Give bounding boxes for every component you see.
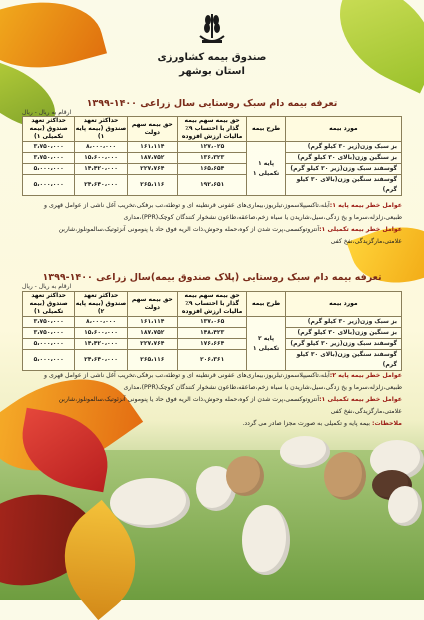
risk-label-base: عوامل خطر بیمه پایه ۲:: [329, 372, 402, 379]
risk-label-supplementary: عوامل خطر بیمه تکمیلی ۱:: [319, 396, 402, 403]
risk-text: آبله،تاکسیپلاسموز،تیلریوز،بیماری‌های عفونی قرنطینه ای و توطئه،تب برفکی،تخریب آغل ناشی از عوامل قهری و: [43, 372, 330, 379]
cell-item: بز سنگین وزن(بالای ۳۰ کیلو گرم): [285, 153, 401, 164]
organization-name: صندوق بیمه کشاورزی: [157, 52, 267, 63]
cell-base: ۸،۰۰۰،۰۰۰: [75, 317, 127, 328]
table-row: [23, 339, 402, 350]
cell-farmer-premium: ۱۶۵،۶۵۴: [177, 164, 246, 175]
cell-base: ۱۵،۶۰۰،۰۰۰: [75, 328, 127, 339]
cell-gov-premium: ۲۲۷،۷۶۴: [127, 164, 177, 175]
currency-unit-2: ارقام به ریال - ریال: [22, 283, 72, 290]
table-row: [23, 317, 402, 328]
cell-supp: ۵،۰۰۰،۰۰۰: [23, 350, 75, 371]
wheat-emblem-icon: [196, 12, 228, 48]
cell-gov-premium: ۱۸۷،۷۵۲: [127, 328, 177, 339]
header-plan: طرح بیمه: [247, 117, 285, 142]
table-row: [23, 328, 402, 339]
header-supplementary-commitment: حداکثر تعهد صندوق (بیمه تکمیلی ۱): [23, 292, 75, 317]
header-supplementary-commitment: حداکثر تعهد صندوق (بیمه تکمیلی ۱): [23, 117, 75, 142]
sheep-illustration: [242, 505, 290, 575]
cell-supp: ۵،۰۰۰،۰۰۰: [23, 339, 75, 350]
header-plan: طرح بیمه: [247, 292, 285, 317]
cell-base: ۲۴،۶۴۰،۰۰۰: [75, 175, 127, 196]
cell-item: گوسفند سبک وزن(زیر ۳۰ کیلو گرم): [285, 339, 401, 350]
cell-gov-premium: ۲۶۵،۱۱۶: [127, 350, 177, 371]
sheep-illustration: [388, 486, 422, 526]
tariff-table-1: [22, 116, 402, 196]
currency-unit-1: ارقام به ریال - ریال: [22, 109, 72, 116]
cell-gov-premium: ۱۶۱،۱۱۴: [127, 142, 177, 153]
cell-gov-premium: ۲۲۷،۷۶۴: [127, 339, 177, 350]
risk-label-base: عوامل خطر بیمه پایه ۱:: [329, 202, 402, 209]
tariff-table-2: [22, 291, 402, 371]
cell-supp: ۳،۷۵۰،۰۰۰: [23, 317, 75, 328]
cell-gov-premium: ۲۶۵،۱۱۶: [127, 175, 177, 196]
cell-base: ۸،۰۰۰،۰۰۰: [75, 142, 127, 153]
province-name: استان بوشهر: [179, 66, 245, 77]
header-gov-premium: حق بیمه سهم دولت: [127, 292, 177, 317]
risk-factors-1: [12, 200, 402, 248]
cell-supp: ۳،۷۵۰،۰۰۰: [23, 328, 75, 339]
sheep-illustration: [226, 456, 264, 496]
cell-supp: ۵،۰۰۰،۰۰۰: [23, 175, 75, 196]
cell-base: ۱۴،۴۲۰،۰۰۰: [75, 339, 127, 350]
cell-supp: ۳،۷۵۰،۰۰۰: [23, 142, 75, 153]
cell-plan: پایه ۲ تکمیلی ۱: [247, 317, 285, 371]
tariff-title-2: تعرفه بیمه دام سبک روستایی (پلاک صندوق بیمه)سال زراعی ۱۴۰۰-۱۳۹۹: [42, 272, 382, 283]
cell-farmer-premium: ۱۷۶،۶۶۴: [177, 339, 246, 350]
risk-text: آبله،تاکسیپلاسموز،تیلریوز،بیماری‌های عفونی قرنطینه ای و توطئه،تب برفکی،تخریب آغل ناشی از عوامل قهری و: [43, 202, 330, 209]
sheep-illustration: [280, 436, 330, 468]
header-farmer-premium: حق بیمه سهم بیمه گذار با احتساب ۹٪ مالیات ارزش افزوده: [177, 292, 246, 317]
tariff-title-1: تعرفه بیمه دام سبک روستایی سال زراعی ۱۴۰۰-۱۳۹۹: [86, 98, 338, 109]
risk-text: طبیعی،زلزله،سرما و یخ زدگی،سیل،شاریدن یا سیاه زخم،صاعقه،طاعون نشخوار کنندگان کوچک(PPR)،مداری: [123, 214, 402, 221]
cell-gov-premium: ۱۸۷،۷۵۲: [127, 153, 177, 164]
table-row: [23, 153, 402, 164]
table-row: [23, 350, 402, 371]
remark-text: بیمه پایه و تکمیلی به صورت مجزا صادر می گردد.: [242, 420, 372, 427]
cell-base: ۱۵،۶۰۰،۰۰۰: [75, 153, 127, 164]
risk-text: آنتروتوکسمی،پرت شدن از کوه،حمله وحوش،ذات الریه فوق حاد یا پنومونی آنزئوتیک،سالمونلوز،شاربن: [58, 396, 320, 403]
cell-farmer-premium: ۱۲۷،۰۲۵: [177, 142, 246, 153]
table-row: [23, 175, 402, 196]
header-base-commitment: حداکثر تعهد صندوق (بیمه پایه ۱): [75, 117, 127, 140]
header-insured-item: مورد بیمه: [285, 117, 401, 142]
cell-item: بز سنگین وزن(بالای ۳۰ کیلو گرم): [285, 328, 401, 339]
cell-item: گوسفند سنگین وزن(بالای ۳۰ کیلو گرم): [285, 175, 401, 196]
risk-text: آنتروتوکسمی،پرت شدن از کوه،حمله وحوش،ذات الریه فوق حاد یا پنومونی آنزئوتیک،سالمونلوز،شاربن: [58, 226, 320, 233]
header-farmer-premium: حق بیمه سهم بیمه گذار با احتساب ۹٪ مالیات ارزش افزوده: [177, 117, 246, 142]
cell-supp: ۵،۰۰۰،۰۰۰: [23, 164, 75, 175]
risk-text: علامتی،مارگزیدگی،نفخ کفی: [330, 238, 402, 245]
cell-item: بز سبک وزن(زیر ۳۰ کیلو گرم): [285, 317, 401, 328]
cell-farmer-premium: ۲۰۶،۳۶۱: [177, 350, 246, 371]
header-gov-premium: حق بیمه سهم دولت: [127, 117, 177, 142]
cell-base: ۲۴،۶۴۰،۰۰۰: [75, 350, 127, 371]
cell-item: گوسفند سنگین وزن(بالای ۳۰ کیلو گرم): [285, 350, 401, 371]
sheep-illustration: [324, 452, 366, 500]
cell-farmer-premium: ۱۴۸،۴۲۳: [177, 328, 246, 339]
cell-item: بز سبک وزن(زیر ۳۰ کیلو گرم): [285, 142, 401, 153]
cell-gov-premium: ۱۶۱،۱۱۴: [127, 317, 177, 328]
header-insured-item: مورد بیمه: [285, 292, 401, 317]
header-base-commitment: حداکثر تعهد صندوق (بیمه پایه ۲): [75, 292, 127, 315]
risk-text: طبیعی،زلزله،سرما و یخ زدگی،سیل،شاریدن یا سیاه زخم،صاعقه،طاعون نشخوار کنندگان کوچک(PPR)،مداری: [123, 384, 402, 391]
cell-farmer-premium: ۱۹۲،۶۵۱: [177, 175, 246, 196]
cell-farmer-premium: ۱۳۶،۳۲۳: [177, 153, 246, 164]
risk-text: علامتی،مارگزیدگی،نفخ کفی: [330, 408, 402, 415]
table-row: [23, 164, 402, 175]
risk-factors-2: [12, 370, 402, 430]
cell-supp: ۳،۷۵۰،۰۰۰: [23, 153, 75, 164]
cell-plan: پایه ۱ تکمیلی ۱: [247, 142, 285, 196]
risk-label-supplementary: عوامل خطر بیمه تکمیلی ۱:: [319, 226, 402, 233]
cell-base: ۱۴،۴۲۰،۰۰۰: [75, 164, 127, 175]
cell-farmer-premium: ۱۳۷،۰۶۵: [177, 317, 246, 328]
sheep-illustration: [110, 478, 190, 528]
remark-label: ملاحظات:: [371, 420, 402, 427]
green-leaf-decoration: [320, 0, 424, 93]
table-row: [23, 142, 402, 153]
cell-item: گوسفند سبک وزن(زیر ۳۰ کیلو گرم): [285, 164, 401, 175]
